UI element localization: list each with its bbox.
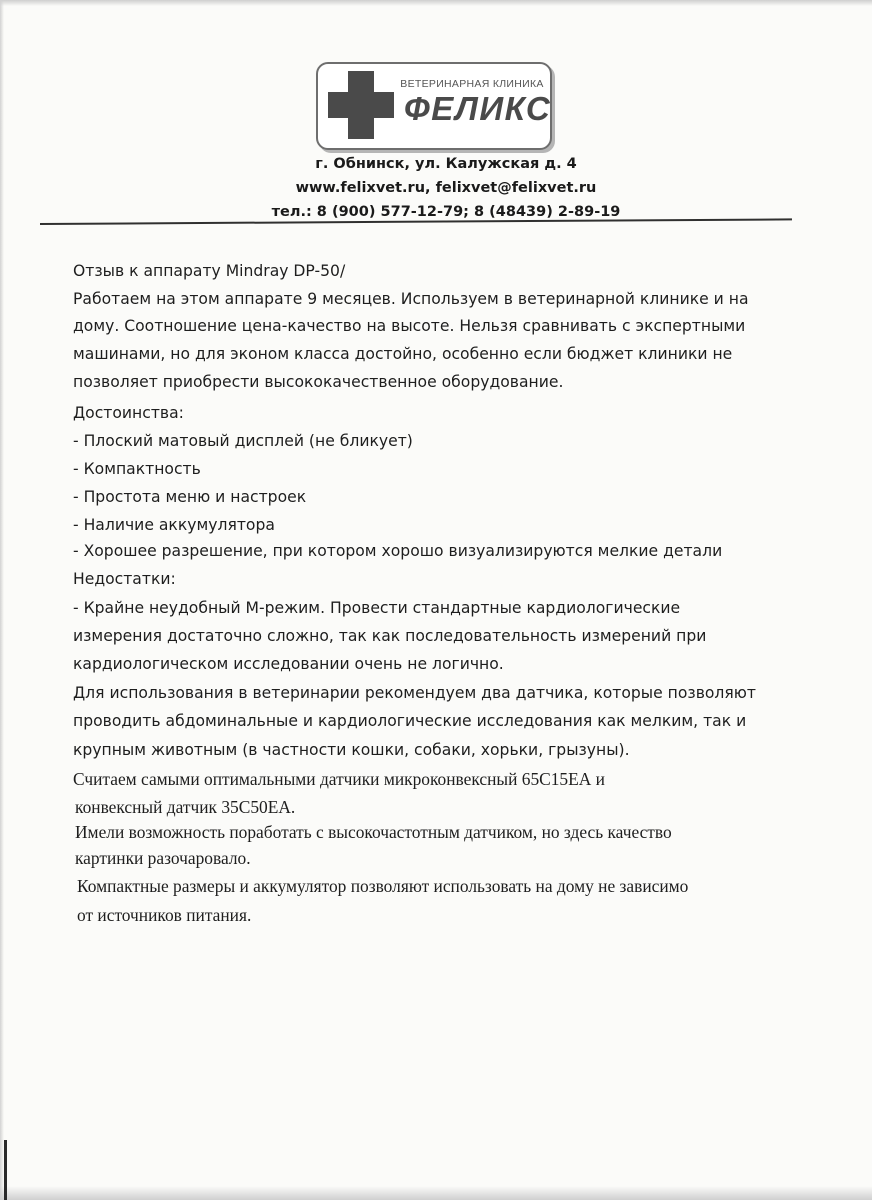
web-line: www.felixvet.ru, felixvet@felixvet.ru (295, 180, 597, 196)
scan-edge-left (0, 0, 4, 1200)
list-item: - Крайне неудобный М-режим. Провести стандартные кардиологические (73, 599, 681, 617)
text-line: позволяет приобрести высококачественное оборудование. (73, 373, 564, 391)
text-line: картинки разочаровало. (75, 848, 251, 868)
text-line: конвексный датчик 35С50ЕА. (75, 797, 296, 817)
text-line: Для использования в ветеринарии рекомендуем два датчика, которые позволяют (73, 684, 756, 702)
text-line: кардиологическом исследовании очень не логично. (73, 655, 504, 673)
text-line: от источников питания. (77, 905, 252, 925)
text-line: проводить абдоминальные и кардиологические исследования как мелким, так и (73, 712, 747, 730)
scan-mark (4, 1140, 7, 1200)
contacts-block (230, 152, 662, 224)
phones-line: тел.: 8 (900) 577-12-79; 8 (48439) 2-89-19 (271, 204, 621, 220)
scan-edge-bottom (0, 1186, 872, 1200)
logo-name: ФЕЛИКС (404, 90, 552, 127)
list-item: - Хорошее разрешение, при котором хорошо визуализируются мелкие детали (73, 542, 723, 560)
text-line: Имели возможность поработать с высокочастотным датчиком, но здесь качество (75, 822, 672, 842)
list-item: - Простота меню и настроек (73, 488, 307, 506)
text-line: крупным животным (в частности кошки, собаки, хорьки, грызуны). (73, 741, 630, 759)
text-line: измерения достаточно сложно, так как последовательность измерений при (73, 627, 707, 645)
address-line: г. Обнинск, ул. Калужская д. 4 (315, 156, 577, 172)
text-line: Компактные размеры и аккумулятор позволяют использовать на дому не зависимо (77, 876, 689, 896)
logo-caption: ВЕТЕРИНАРНАЯ КЛИНИКА (400, 78, 544, 90)
list-item: - Наличие аккумулятора (73, 516, 275, 534)
text-line: дому. Соотношение цена-качество на высоте. Нельзя сравнивать с экспертными (73, 317, 746, 335)
list-item: - Плоский матовый дисплей (не бликует) (73, 432, 413, 450)
clinic-logo (316, 62, 552, 150)
section-heading: Достоинства: (73, 404, 184, 422)
scan-edge-top (0, 0, 872, 6)
medical-cross-icon (328, 71, 394, 139)
review-title: Отзыв к аппарату Mindray DP-50/ (73, 262, 346, 280)
text-line: Работаем на этом аппарате 9 месяцев. Используем в ветеринарной клинике и на (73, 290, 749, 308)
text-line: Считаем самыми оптимальными датчики микроконвексный 65С15ЕА и (73, 769, 605, 789)
list-item: - Компактность (73, 460, 201, 478)
section-heading: Недостатки: (73, 570, 176, 588)
text-line: машинами, но для эконом класса достойно, особенно если бюджет клиники не (73, 345, 733, 363)
